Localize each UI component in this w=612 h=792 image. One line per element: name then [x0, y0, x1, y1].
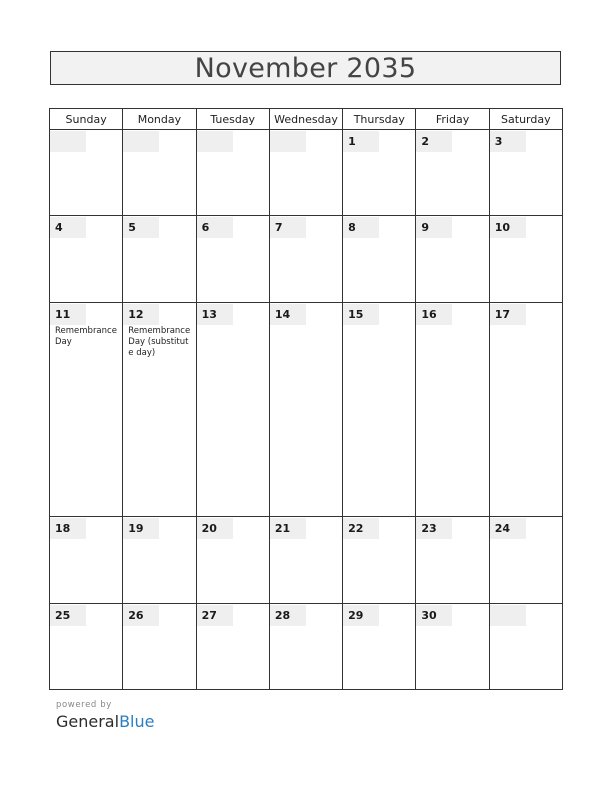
- day-number: 11: [50, 304, 86, 325]
- weekday-header: Friday: [416, 109, 489, 130]
- day-number: 5: [123, 217, 159, 238]
- day-number: [50, 131, 86, 152]
- day-number: 25: [50, 605, 86, 626]
- day-cell: [343, 216, 416, 302]
- day-number: 17: [490, 304, 526, 325]
- day-number: [123, 131, 159, 152]
- day-cell: [123, 216, 196, 302]
- day-cell: [196, 302, 269, 516]
- weekday-header: Sunday: [50, 109, 123, 130]
- day-cell: [489, 302, 562, 516]
- day-number: 2: [416, 131, 452, 152]
- day-cell: [50, 517, 123, 603]
- holiday-label: Remembrance Day (substitute day): [128, 325, 191, 358]
- day-cell: [416, 216, 489, 302]
- day-number: 14: [270, 304, 306, 325]
- day-cell: [489, 517, 562, 603]
- day-number: 19: [123, 518, 159, 539]
- day-number: 7: [270, 217, 306, 238]
- day-cell: [489, 130, 562, 216]
- weekday-header-row: [50, 109, 563, 130]
- day-number: 8: [343, 217, 379, 238]
- day-cell: [343, 130, 416, 216]
- day-cell: [269, 517, 342, 603]
- day-number: 28: [270, 605, 306, 626]
- week-row: [50, 603, 563, 689]
- day-number: [270, 131, 306, 152]
- weekday-header: Wednesday: [269, 109, 342, 130]
- day-number: [490, 605, 526, 626]
- day-number: 9: [416, 217, 452, 238]
- day-cell: [343, 302, 416, 516]
- generalblue-logo[interactable]: [56, 712, 154, 731]
- day-number: 4: [50, 217, 86, 238]
- week-row: [50, 302, 563, 516]
- day-cell: [269, 302, 342, 516]
- week-row: [50, 130, 563, 216]
- month-title: November 2035: [194, 52, 417, 84]
- day-number: 27: [197, 605, 233, 626]
- day-number: 21: [270, 518, 306, 539]
- day-number: 15: [343, 304, 379, 325]
- day-number: 13: [197, 304, 233, 325]
- day-number: 12: [123, 304, 159, 325]
- day-number: [197, 131, 233, 152]
- day-cell: [269, 603, 342, 689]
- day-number: 10: [490, 217, 526, 238]
- day-number: 3: [490, 131, 526, 152]
- day-number: 24: [490, 518, 526, 539]
- day-cell: [50, 130, 123, 216]
- holiday-label: Remembrance Day: [55, 325, 117, 347]
- day-cell: [489, 603, 562, 689]
- day-number: 16: [416, 304, 452, 325]
- day-number: 6: [197, 217, 233, 238]
- day-cell: [123, 603, 196, 689]
- day-number: 1: [343, 131, 379, 152]
- day-cell: [416, 130, 489, 216]
- powered-by-text: powered by: [56, 700, 112, 710]
- day-cell: [343, 603, 416, 689]
- day-number: 22: [343, 518, 379, 539]
- day-number: 20: [197, 518, 233, 539]
- day-number: 26: [123, 605, 159, 626]
- day-number: 30: [416, 605, 452, 626]
- week-row: [50, 216, 563, 302]
- day-cell: [196, 517, 269, 603]
- day-cell: [123, 517, 196, 603]
- brand-blue: Blue: [119, 712, 155, 731]
- day-cell: [123, 130, 196, 216]
- calendar-title-box: [50, 51, 561, 85]
- day-cell: [50, 603, 123, 689]
- day-cell: [416, 302, 489, 516]
- weekday-header: Tuesday: [196, 109, 269, 130]
- week-row: [50, 517, 563, 603]
- day-number: 18: [50, 518, 86, 539]
- day-cell: [50, 302, 123, 516]
- day-number: 23: [416, 518, 452, 539]
- day-cell: [269, 130, 342, 216]
- brand-general: General: [56, 712, 120, 731]
- weekday-header: Thursday: [343, 109, 416, 130]
- day-cell: [416, 517, 489, 603]
- day-cell: [196, 216, 269, 302]
- day-cell: [196, 130, 269, 216]
- weekday-header: Monday: [123, 109, 196, 130]
- day-number: 29: [343, 605, 379, 626]
- day-cell: [50, 216, 123, 302]
- day-cell: [416, 603, 489, 689]
- day-cell: [343, 517, 416, 603]
- day-cell: [123, 302, 196, 516]
- calendar-grid: [49, 108, 563, 690]
- weekday-header: Saturday: [489, 109, 562, 130]
- footer: [56, 700, 154, 731]
- day-cell: [196, 603, 269, 689]
- day-cell: [489, 216, 562, 302]
- day-cell: [269, 216, 342, 302]
